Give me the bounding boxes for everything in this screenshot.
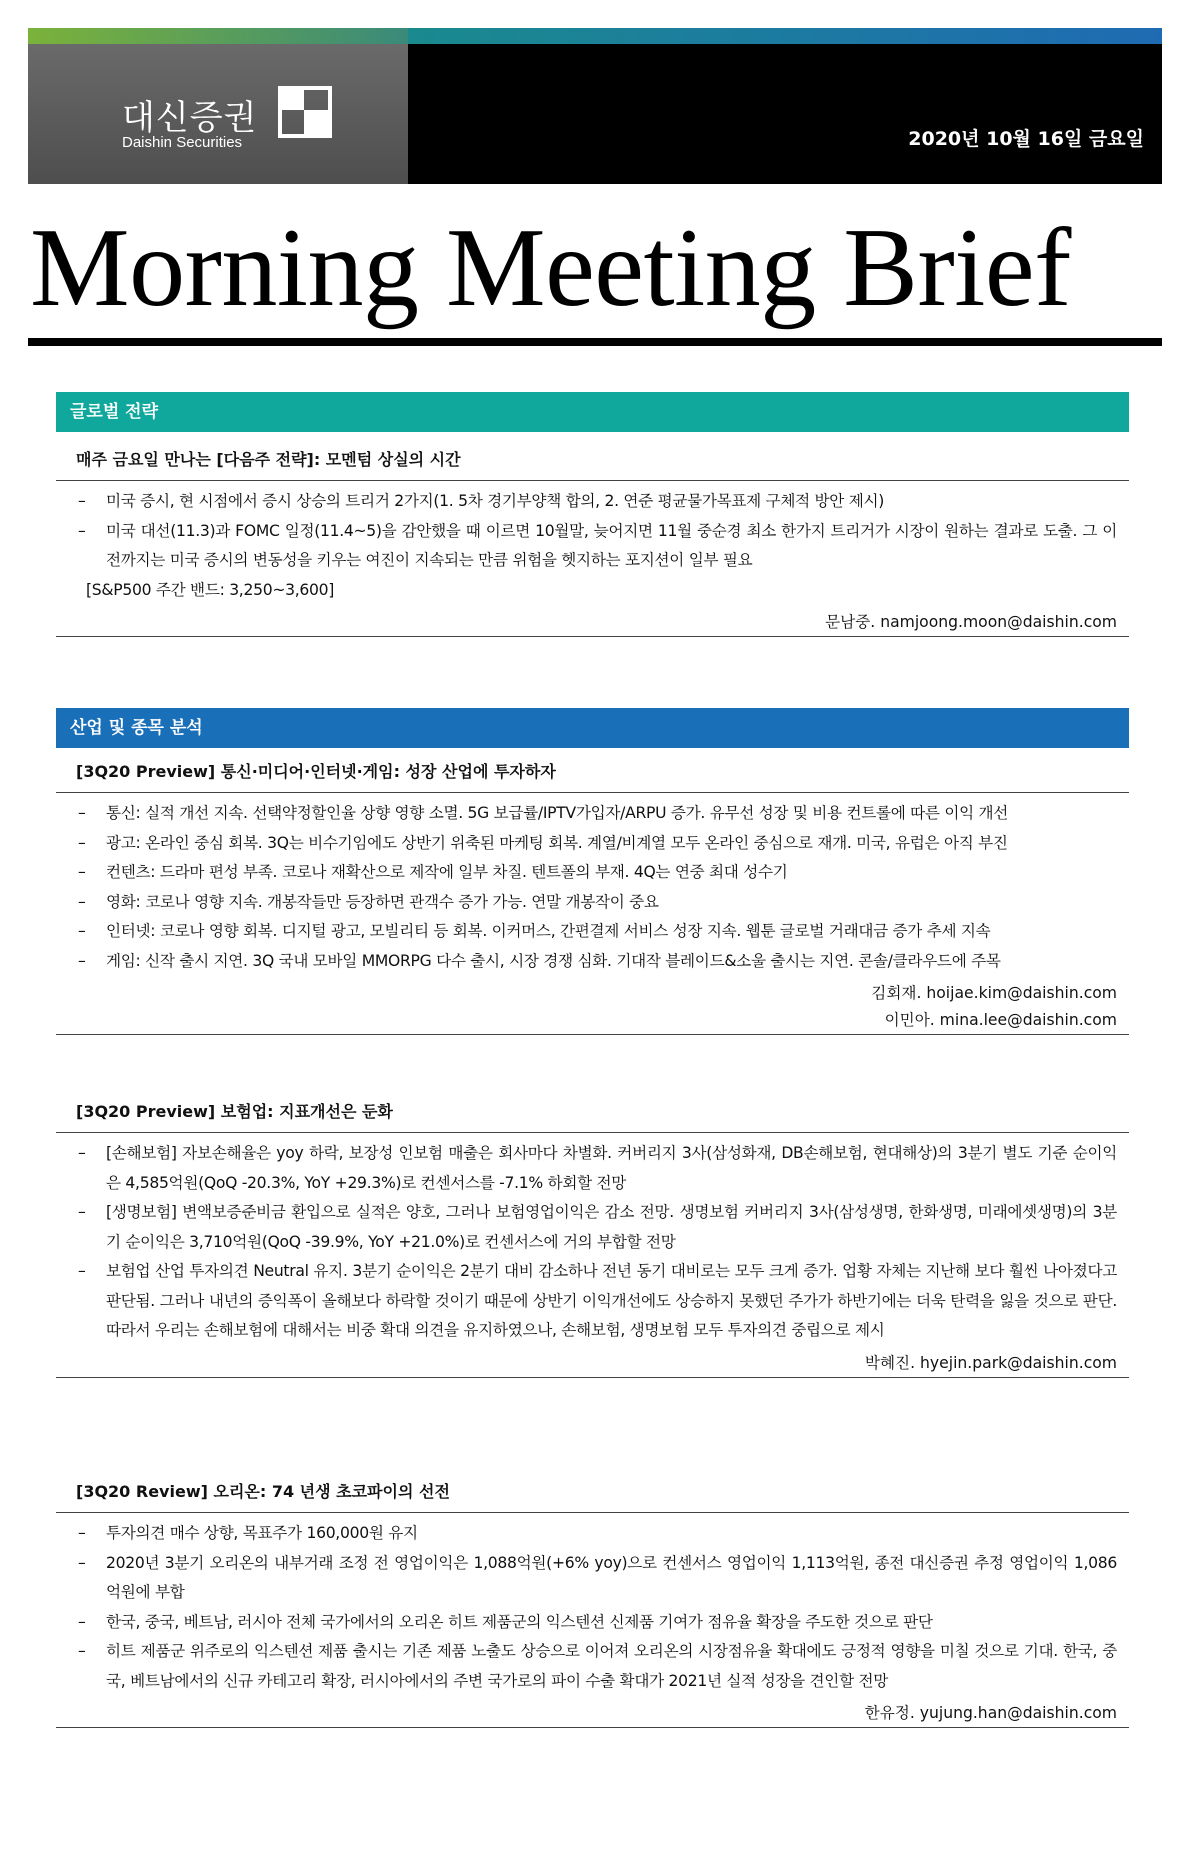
author: 김회재. hoijae.kim@daishin.com bbox=[871, 984, 1117, 1002]
author: 한유정. yujung.han@daishin.com bbox=[864, 1704, 1117, 1722]
header-band bbox=[28, 44, 1162, 184]
article-orion bbox=[56, 1472, 1129, 1728]
bullet-item: – 미국 대선(11.3)과 FOMC 일정(11.4~5)을 감안했을 때 이르면 10월말, 늦어지면 11월 중순경 최소 한가지 트리거가 시장이 원하는 결과로 도출. 그 이전까지는 미국 증시의 변동성을 키우는 여진이 지속되는 만큼 위험을 헷지하는 포지션이 일부 필요 bbox=[76, 517, 1117, 576]
author-line bbox=[56, 1350, 1129, 1378]
author-line bbox=[56, 1700, 1129, 1728]
bullet-list bbox=[56, 1519, 1129, 1696]
article-title: [3Q20 Preview] 통신·미디어·인터넷·게임: 성장 산업에 투자하자 bbox=[56, 752, 1129, 793]
bullet-item: – 컨텐츠: 드라마 편성 부족. 코로나 재확산으로 제작에 일부 차질. 텐트폴의 부재. 4Q는 연중 최대 성수기 bbox=[76, 858, 1117, 888]
bullet-list bbox=[56, 1139, 1129, 1346]
title-divider bbox=[28, 338, 1162, 346]
author: 이민아. mina.lee@daishin.com bbox=[884, 1011, 1117, 1029]
author-line bbox=[56, 609, 1129, 637]
article-title: [3Q20 Review] 오리온: 74 년생 초코파이의 선전 bbox=[56, 1472, 1129, 1513]
logo-english-text: Daishin Securities bbox=[122, 134, 243, 151]
bullet-item: – 투자의견 매수 상향, 목표주가 160,000원 유지 bbox=[76, 1519, 1117, 1549]
bullet-item: – 미국 증시, 현 시점에서 증시 상승의 트리거 2가지(1. 5차 경기부양책 합의, 2. 연준 평균물가목표제 구체적 방안 제시) bbox=[76, 487, 1117, 517]
bullet-list bbox=[56, 799, 1129, 976]
bullet-item: – 영화: 코로나 영향 지속. 개봉작들만 등장하면 관객수 증가 가능. 연말 개봉작이 중요 bbox=[76, 888, 1117, 918]
page-title: Morning Meeting Brief bbox=[30, 206, 1071, 330]
accent-strip-green bbox=[28, 28, 408, 44]
section-header-industry: 산업 및 종목 분석 bbox=[56, 708, 1129, 748]
bullet-item: – 통신: 실적 개선 지속. 선택약정할인율 상향 영향 소멸. 5G 보급률/IPTV가입자/ARPU 증가. 유무선 성장 및 비용 컨트롤에 따른 이익 개선 bbox=[76, 799, 1117, 829]
bullet-item: – 2020년 3분기 오리온의 내부거래 조정 전 영업이익은 1,088억원(+6% yoy)으로 컨센서스 영업이익 1,113억원, 종전 대신증권 추정 영업이익 1,086억원에 부합 bbox=[76, 1549, 1117, 1608]
author: 박혜진. hyejin.park@daishin.com bbox=[864, 1353, 1117, 1372]
article-title: [3Q20 Preview] 보험업: 지표개선은 둔화 bbox=[56, 1092, 1129, 1133]
daishin-logo-icon bbox=[278, 86, 332, 138]
article-insurance bbox=[56, 1092, 1129, 1378]
article-title: 매주 금요일 만나는 [다음주 전략]: 모멘텀 상실의 시간 bbox=[56, 440, 1129, 481]
logo-korean-text: 대신증권 bbox=[122, 98, 258, 138]
bullet-item: – 인터넷: 코로나 영향 회복. 디지털 광고, 모빌리티 등 회복. 이커머스, 간편결제 서비스 성장 지속. 웹툰 글로벌 거래대금 증가 추세 지속 bbox=[76, 917, 1117, 947]
bullet-item: – [생명보험] 변액보증준비금 환입으로 실적은 양호, 그러나 보험영업이익은 감소 전망. 생명보험 커버리지 3사(삼성생명, 한화생명, 미래에셋생명)의 3분기 순이익은 3,710억원(QoQ -39.9%, YoY +21.0%)로 컨센서스에 거의 부합할 전망 bbox=[76, 1198, 1117, 1257]
bullet-item: – 히트 제품군 위주로의 익스텐션 제품 출시는 기존 제품 노출도 상승으로 이어져 오리온의 시장점유율 확대에도 긍정적 영향을 미칠 것으로 기대. 한국, 중국, 베트남에서의 신규 카테고리 확장, 러시아에서의 주변 국가로의 파이 수출 확대가 2021년 실적 성장을 견인할 전망 bbox=[76, 1637, 1117, 1696]
logo bbox=[28, 44, 408, 184]
header-accent-strip bbox=[28, 28, 1162, 44]
bullet-item: – 게임: 신작 출시 지연. 3Q 국내 모바일 MMORPG 다수 출시, 시장 경쟁 심화. 기대작 블레이드&소울 출시는 지연. 콘솔/클라우드에 주목 bbox=[76, 947, 1117, 977]
section-header-global: 글로벌 전략 bbox=[56, 392, 1129, 432]
author-line bbox=[56, 980, 1129, 1035]
article-weekly-strategy bbox=[56, 440, 1129, 637]
accent-strip-teal bbox=[408, 28, 1162, 44]
sp500-band-note: [S&P500 주간 밴드: 3,250~3,600] bbox=[86, 580, 335, 599]
bullet-item: – 보험업 산업 투자의견 Neutral 유지. 3분기 순이익은 2분기 대비 감소하나 전년 동기 대비로는 모두 크게 증가. 업황 자체는 지난해 보다 훨씬 나아졌다고 판단됨. 그러나 내년의 증익폭이 올해보다 하락할 것이기 때문에 상반기 이익개선에도 상승하지 못했던 주가가 하반기에는 더욱 탄력을 잃을 것으로 판단. 따라서 우리는 손해보험에 대해서는 비중 확대 의견을 유지하였으나, 손해보험, 생명보험 모두 투자의견 중립으로 제시 bbox=[76, 1257, 1117, 1346]
bullet-list bbox=[56, 487, 1129, 576]
bullet-item: – 한국, 중국, 베트남, 러시아 전체 국가에서의 오리온 히트 제품군의 익스텐션 신제품 기여가 점유율 확장을 주도한 것으로 판단 bbox=[76, 1608, 1117, 1638]
bullet-item: – 광고: 온라인 중심 회복. 3Q는 비수기임에도 상반기 위축된 마케팅 회복. 계열/비계열 모두 온라인 중심으로 재개. 미국, 유럽은 아직 부진 bbox=[76, 829, 1117, 859]
article-telecom-media bbox=[56, 752, 1129, 1035]
author: 문남중. namjoong.moon@daishin.com bbox=[825, 613, 1117, 631]
bullet-item: – [손해보험] 자보손해율은 yoy 하락, 보장성 인보험 매출은 회사마다 차별화. 커버리지 3사(삼성화재, DB손해보험, 현대해상)의 3분기 별도 기준 순이익은 4,585억원(QoQ -20.3%, YoY +29.3%)로 컨센서스를 -7.1% 하회할 전망 bbox=[76, 1139, 1117, 1198]
issue-date: 2020년 10월 16일 금요일 bbox=[908, 128, 1144, 150]
